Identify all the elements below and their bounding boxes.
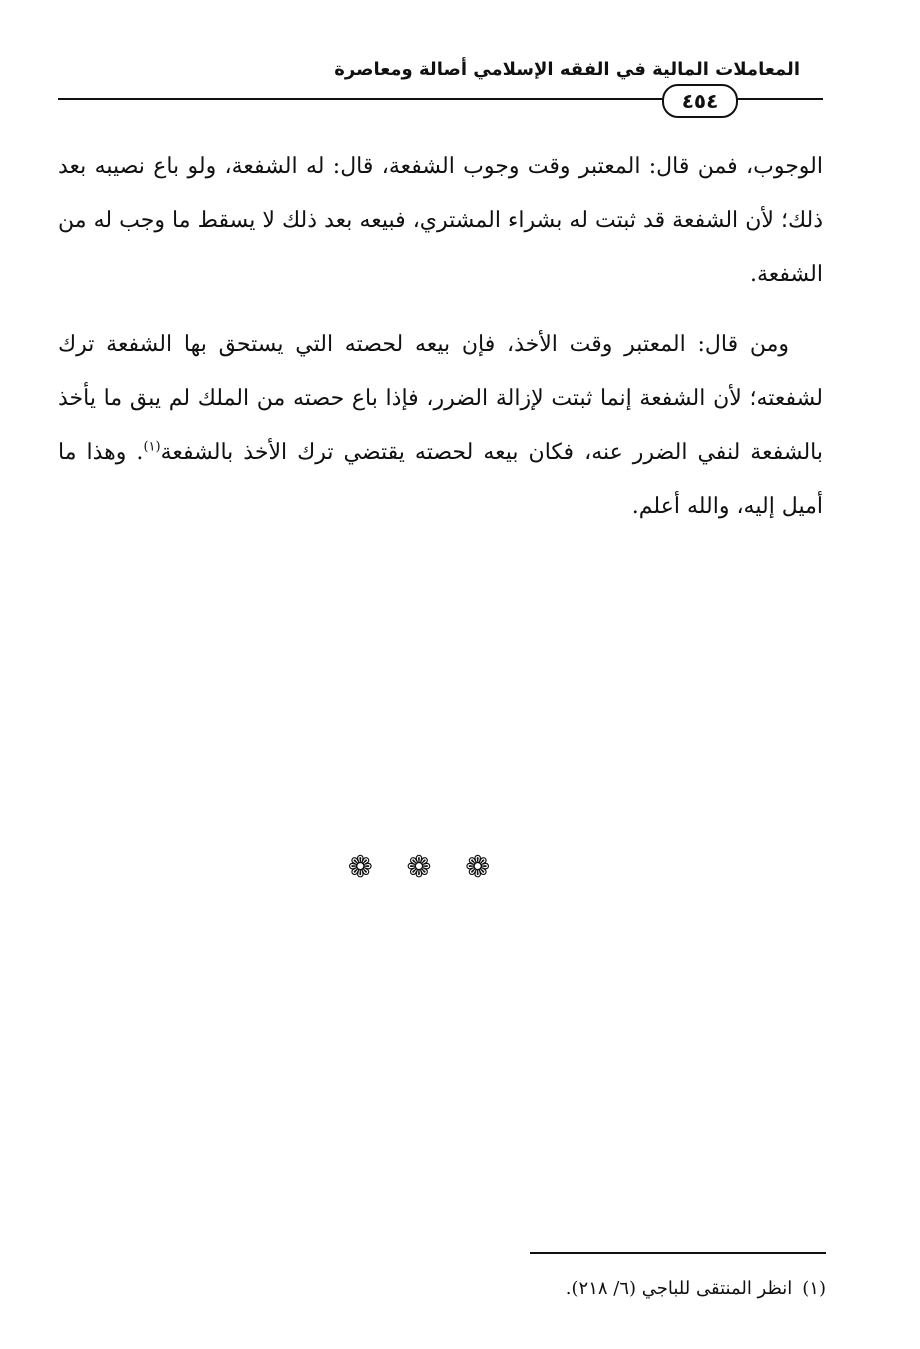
- footnote-number: (١): [802, 1278, 826, 1299]
- footnote: [226, 1276, 826, 1302]
- paragraph: الوجوب، فمن قال: المعتبر وقت وجوب الشفعة، قال: له الشفعة، ولو باع نصيبه بعد ذلك؛ لأن الشفعة قد ثبتت له بشراء المشتري، فبيعه بعد ذلك لا يسقط ما وجب له من الشفعة.: [58, 154, 823, 287]
- paragraph-text: ومن قال: المعتبر وقت الأخذ، فإن بيعه لحصته التي يستحق بها الشفعة ترك لشفعته؛ لأن الشفعة إنما ثبتت لإزالة الضرر، فإذا باع حصته من الملك لم يبق ما يأخذ بالشفعة لنفي الضرر عنه، فكان بيعه لحصته يقتضي ترك الأخذ بالشفعة: [58, 332, 824, 465]
- paragraph: [58, 318, 823, 534]
- footnote-rule: [530, 1252, 826, 1254]
- paragraph-text: . وهذا ما أميل إليه، والله أعلم.: [58, 440, 823, 519]
- section-end-ornament: ❁ ❁ ❁: [347, 850, 503, 885]
- footnote-text: انظر المنتقى للباجي (٦/ ٢١٨).: [565, 1278, 793, 1299]
- page-number: ٤٥٤: [662, 84, 738, 118]
- footnote-reference[interactable]: (١): [143, 439, 161, 455]
- body-text: [58, 140, 823, 550]
- running-head-title: المعاملات المالية في الفقه الإسلامي أصالة ومعاصرة: [334, 59, 800, 80]
